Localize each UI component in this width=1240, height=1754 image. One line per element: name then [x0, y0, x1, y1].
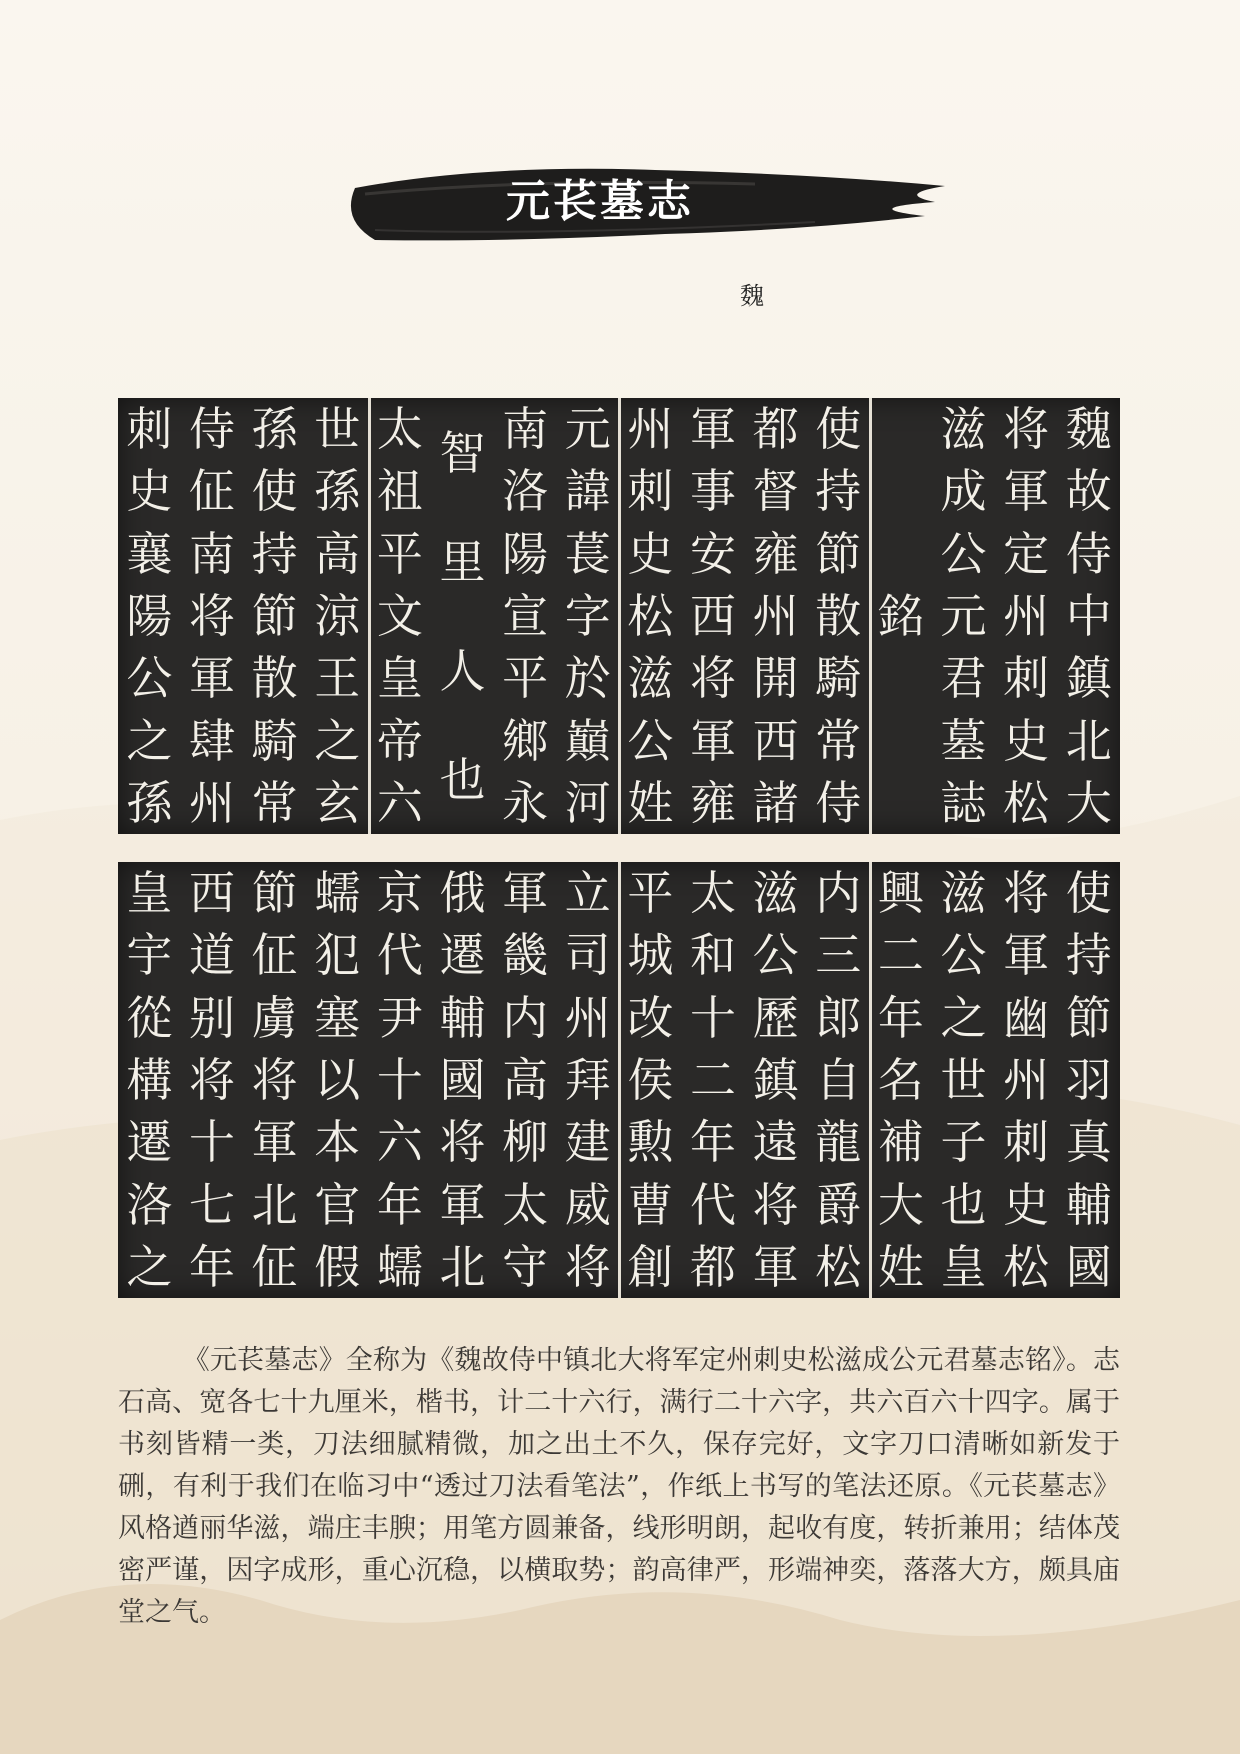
- rubbing-character: 拜: [564, 1052, 611, 1107]
- rubbing-character: 官: [314, 1177, 361, 1232]
- rubbing-column: [682, 862, 744, 1298]
- rubbing-character: 年: [877, 990, 924, 1045]
- rubbing-character: 侯: [627, 1052, 674, 1107]
- rubbing-character: 遷: [126, 1115, 173, 1170]
- rubbing-character: 軍: [251, 1115, 298, 1170]
- rubbing-character: 皇: [126, 866, 173, 921]
- rubbing-character: 羽: [1065, 1052, 1112, 1107]
- rubbing-character: 督: [752, 464, 799, 519]
- rubbing-character: 里: [439, 534, 486, 589]
- rubbing-character: 構: [126, 1052, 173, 1107]
- rubbing-character: 成: [940, 464, 987, 519]
- rubbing-panel-bottom: [118, 862, 1120, 1298]
- rubbing-column: [870, 398, 932, 834]
- rubbing-character: 陽: [502, 526, 549, 581]
- rubbing-character: 刺: [1003, 651, 1050, 706]
- rubbing-character: 洛: [502, 464, 549, 519]
- rubbing-character: 公: [940, 526, 987, 581]
- rubbing-character: 軍: [689, 713, 736, 768]
- rubbing-character: 萇: [564, 526, 611, 581]
- rubbing-character: 軍: [1003, 464, 1050, 519]
- rubbing-character: 軍: [752, 1239, 799, 1294]
- rubbing-character: 永: [502, 775, 549, 830]
- rubbing-character: 龍: [815, 1115, 862, 1170]
- rubbing-character: 高: [314, 526, 361, 581]
- rubbing-column: [870, 862, 932, 1298]
- rubbing-character: 王: [314, 651, 361, 706]
- rubbing-character: 二: [877, 928, 924, 983]
- rubbing-character: 節: [251, 866, 298, 921]
- rubbing-character: 智: [439, 425, 486, 480]
- rubbing-character: 自: [815, 1052, 862, 1107]
- rubbing-character: 平: [376, 526, 423, 581]
- rubbing-character: 州: [1003, 1052, 1050, 1107]
- rubbing-character: 建: [564, 1115, 611, 1170]
- rubbing-character: 松: [815, 1239, 862, 1294]
- rubbing-character: 巔: [564, 713, 611, 768]
- rubbing-character: 騎: [815, 651, 862, 706]
- rubbing-column: [745, 398, 807, 834]
- rubbing-character: 南: [502, 402, 549, 457]
- rubbing-character: 太: [689, 866, 736, 921]
- rubbing-column: [932, 862, 994, 1298]
- rubbing-column: [118, 398, 180, 834]
- rubbing-character: 北: [1065, 713, 1112, 768]
- rubbing-character: 洛: [126, 1177, 173, 1232]
- rubbing-character: 畿: [502, 928, 549, 983]
- rubbing-character: 之: [314, 713, 361, 768]
- rubbing-character: 勲: [627, 1115, 674, 1170]
- rubbing-character: 雍: [752, 526, 799, 581]
- rubbing-character: 子: [940, 1115, 987, 1170]
- rubbing-character: 西: [689, 588, 736, 643]
- rubbing-character: 國: [439, 1052, 486, 1107]
- rubbing-character: 世: [940, 1052, 987, 1107]
- rubbing-character: 諸: [752, 775, 799, 830]
- rubbing-character: 軍: [689, 402, 736, 457]
- rubbing-character: 将: [188, 588, 235, 643]
- rubbing-character: 輔: [439, 990, 486, 1045]
- rubbing-character: 城: [627, 928, 674, 983]
- rubbing-character: 将: [439, 1115, 486, 1170]
- rubbing-character: 郎: [815, 990, 862, 1045]
- rubbing-column: [369, 862, 431, 1298]
- rubbing-column: [619, 862, 681, 1298]
- rubbing-character: 也: [439, 752, 486, 807]
- rubbing-character: 公: [752, 928, 799, 983]
- rubbing-character: 州: [752, 588, 799, 643]
- rubbing-character: 鎮: [752, 1052, 799, 1107]
- rubbing-character: 爵: [815, 1177, 862, 1232]
- rubbing-column: [932, 398, 994, 834]
- rubbing-character: 遷: [439, 928, 486, 983]
- rubbing-character: 開: [752, 651, 799, 706]
- rubbing-character: 大: [877, 1177, 924, 1232]
- rubbing-character: 節: [1065, 990, 1112, 1045]
- rubbing-character: 史: [1003, 1177, 1050, 1232]
- rubbing-character: 平: [627, 866, 674, 921]
- rubbing-column: [244, 398, 306, 834]
- rubbing-character: 軍: [188, 651, 235, 706]
- rubbing-character: 将: [1003, 402, 1050, 457]
- rubbing-column: [807, 398, 869, 834]
- rubbing-character: 名: [877, 1052, 924, 1107]
- rubbing-character: 鄉: [502, 713, 549, 768]
- rubbing-character: 代: [376, 928, 423, 983]
- rubbing-character: 南: [188, 526, 235, 581]
- rubbing-character: 節: [815, 526, 862, 581]
- rubbing-character: 帝: [376, 713, 423, 768]
- rubbing-character: 墓: [940, 713, 987, 768]
- rubbing-character: 蠕: [314, 866, 361, 921]
- rubbing-character: 散: [815, 588, 862, 643]
- rubbing-character: 元: [940, 588, 987, 643]
- rubbing-character: 字: [564, 588, 611, 643]
- rubbing-character: 輔: [1065, 1177, 1112, 1232]
- rubbing-character: 之: [126, 713, 173, 768]
- rubbing-character: 從: [126, 990, 173, 1045]
- rubbing-character: 歷: [752, 990, 799, 1045]
- rubbing-character: 史: [1003, 713, 1050, 768]
- rubbing-character: 鎮: [1065, 651, 1112, 706]
- page-title: 元苌墓志: [506, 176, 694, 227]
- rubbing-character: 年: [188, 1239, 235, 1294]
- rubbing-character: 州: [188, 775, 235, 830]
- rubbing-character: 公: [940, 928, 987, 983]
- rubbing-character: 創: [627, 1239, 674, 1294]
- rubbing-column: [557, 862, 619, 1298]
- dynasty-label: 魏: [740, 282, 764, 310]
- rubbing-character: 和: [689, 928, 736, 983]
- rubbing-character: 公: [126, 651, 173, 706]
- rubbing-column: [995, 862, 1057, 1298]
- rubbing-character: 年: [689, 1115, 736, 1170]
- rubbing-column: [118, 862, 180, 1298]
- rubbing-character: 六: [376, 1115, 423, 1170]
- rubbing-character: 諱: [564, 464, 611, 519]
- rubbing-character: 皇: [376, 651, 423, 706]
- rubbing-character: 十: [689, 990, 736, 1045]
- rubbing-character: 本: [314, 1115, 361, 1170]
- rubbing-character: 州: [627, 402, 674, 457]
- rubbing-character: 之: [940, 990, 987, 1045]
- rubbing-character: 假: [314, 1239, 361, 1294]
- rubbing-character: 州: [1003, 588, 1050, 643]
- rubbing-character: 大: [1065, 775, 1112, 830]
- rubbing-character: 滋: [627, 651, 674, 706]
- rubbing-column: [369, 398, 431, 834]
- rubbing-character: 刺: [1003, 1115, 1050, 1170]
- rubbing-character: 孫: [126, 775, 173, 830]
- rubbing-column: [494, 862, 556, 1298]
- rubbing-character: 玄: [314, 775, 361, 830]
- rubbing-column: [995, 398, 1057, 834]
- rubbing-character: 侍: [188, 402, 235, 457]
- rubbing-column: [431, 862, 493, 1298]
- rubbing-character: 持: [1065, 928, 1112, 983]
- rubbing-character: 定: [1003, 526, 1050, 581]
- rubbing-character: 内: [815, 866, 862, 921]
- rubbing-column: [1058, 398, 1120, 834]
- rubbing-character: 軍: [439, 1177, 486, 1232]
- rubbing-character: 立: [564, 866, 611, 921]
- rubbing-character: 守: [502, 1239, 549, 1294]
- rubbing-character: 常: [815, 713, 862, 768]
- rubbing-character: 中: [1065, 588, 1112, 643]
- rubbing-character: 皇: [940, 1239, 987, 1294]
- rubbing-character: 事: [689, 464, 736, 519]
- rubbing-character: 人: [439, 643, 486, 698]
- rubbing-character: 常: [251, 775, 298, 830]
- rubbing-column: [745, 862, 807, 1298]
- rubbing-character: 軍: [502, 866, 549, 921]
- rubbing-character: 犯: [314, 928, 361, 983]
- rubbing-character: 真: [1065, 1115, 1112, 1170]
- rubbing-character: 将: [1003, 866, 1050, 921]
- rubbing-character: 京: [376, 866, 423, 921]
- rubbing-character: 十: [188, 1115, 235, 1170]
- rubbing-character: 興: [877, 866, 924, 921]
- rubbing-character: 騎: [251, 713, 298, 768]
- rubbing-character: 年: [376, 1177, 423, 1232]
- rubbing-character: 北: [251, 1177, 298, 1232]
- rubbing-column: [494, 398, 556, 834]
- rubbing-character: 柳: [502, 1115, 549, 1170]
- rubbing-character: 高: [502, 1052, 549, 1107]
- rubbing-character: 北: [439, 1239, 486, 1294]
- rubbing-character: 司: [564, 928, 611, 983]
- rubbing-character: 孫: [251, 402, 298, 457]
- rubbing-column: [244, 862, 306, 1298]
- rubbing-character: 改: [627, 990, 674, 1045]
- rubbing-character: 塞: [314, 990, 361, 1045]
- rubbing-character: 遠: [752, 1115, 799, 1170]
- rubbing-character: 幽: [1003, 990, 1050, 1045]
- rubbing-character: 公: [627, 713, 674, 768]
- rubbing-column: [807, 862, 869, 1298]
- rubbing-column: [181, 398, 243, 834]
- rubbing-character: 别: [188, 990, 235, 1045]
- rubbing-character: 滋: [940, 402, 987, 457]
- rubbing-character: 持: [251, 526, 298, 581]
- rubbing-character: 於: [564, 651, 611, 706]
- rubbing-character: 松: [627, 588, 674, 643]
- rubbing-seam: [618, 862, 621, 1298]
- rubbing-character: 松: [1003, 775, 1050, 830]
- rubbing-character: 宣: [502, 588, 549, 643]
- rubbing-character: 肆: [188, 713, 235, 768]
- rubbing-character: 将: [251, 1052, 298, 1107]
- rubbing-character: 滋: [940, 866, 987, 921]
- rubbing-character: 姓: [627, 775, 674, 830]
- rubbing-character: 世: [314, 402, 361, 457]
- rubbing-character: 三: [815, 928, 862, 983]
- rubbing-character: 安: [689, 526, 736, 581]
- rubbing-character: 侍: [815, 775, 862, 830]
- rubbing-character: 陽: [126, 588, 173, 643]
- rubbing-character: 故: [1065, 464, 1112, 519]
- rubbing-character: 尹: [376, 990, 423, 1045]
- rubbing-column: [619, 398, 681, 834]
- rubbing-character: 君: [940, 651, 987, 706]
- rubbing-character: 以: [314, 1052, 361, 1107]
- rubbing-character: 史: [126, 464, 173, 519]
- rubbing-character: 曹: [627, 1177, 674, 1232]
- rubbing-character: 元: [564, 402, 611, 457]
- rubbing-character: 将: [188, 1052, 235, 1107]
- rubbing-character: 雍: [689, 775, 736, 830]
- rubbing-character: 十: [376, 1052, 423, 1107]
- rubbing-character: 刺: [126, 402, 173, 457]
- description-text: 《元苌墓志》全称为《魏故侍中镇北大将军定州刺史松滋成公元君墓志铭》。志石高、宽各七十九厘米，楷书，计二十六行，满行二十六字，共六百六十四字。属于书刻皆精一类，刀法细腻精微，加之出土不久，保存完好，文字刀口清晰如新发于硎，有利于我们在临习中“透过刀法看笔法”，作纸上书写的笔法还原。《元苌墓志》风格遒丽华滋，端庄丰腴；用笔方圆兼备，线形明朗，起收有度，转折兼用；结体茂密严谨，因字成形，重心沉稳，以横取势；韵高律严，形端神奕，落落大方，颇具庙堂之气。: [118, 1345, 1120, 1628]
- rubbing-character: 二: [689, 1052, 736, 1107]
- rubbing-character: 孫: [314, 464, 361, 519]
- rubbing-character: 将: [752, 1177, 799, 1232]
- rubbing-panel-top: [118, 398, 1120, 834]
- rubbing-character: 節: [251, 588, 298, 643]
- rubbing-character: 西: [188, 866, 235, 921]
- rubbing-character: 西: [752, 713, 799, 768]
- rubbing-character: 散: [251, 651, 298, 706]
- rubbing-character: 佂: [251, 1239, 298, 1294]
- rubbing-character: 使: [815, 402, 862, 457]
- rubbing-character: 誌: [940, 775, 987, 830]
- rubbing-character: 佂: [188, 464, 235, 519]
- rubbing-column: [181, 862, 243, 1298]
- rubbing-column: [306, 862, 368, 1298]
- rubbing-character: 祖: [376, 464, 423, 519]
- rubbing-character: 将: [564, 1239, 611, 1294]
- rubbing-column: [431, 398, 493, 834]
- rubbing-character: 軍: [1003, 928, 1050, 983]
- rubbing-character: 代: [689, 1177, 736, 1232]
- rubbing-seam: [618, 398, 621, 834]
- rubbing-character: 滋: [752, 866, 799, 921]
- rubbing-character: 使: [1065, 866, 1112, 921]
- rubbing-character: 太: [376, 402, 423, 457]
- rubbing-character: 威: [564, 1177, 611, 1232]
- rubbing-character: 姓: [877, 1239, 924, 1294]
- rubbing-character: 刺: [627, 464, 674, 519]
- rubbing-column: [557, 398, 619, 834]
- rubbing-character: 内: [502, 990, 549, 1045]
- rubbing-character: 佂: [251, 928, 298, 983]
- rubbing-character: 國: [1065, 1239, 1112, 1294]
- rubbing-character: 魏: [1065, 402, 1112, 457]
- rubbing-character: 史: [627, 526, 674, 581]
- rubbing-character: 都: [689, 1239, 736, 1294]
- rubbing-seam: [869, 398, 872, 834]
- rubbing-character: 也: [940, 1177, 987, 1232]
- rubbing-character: 六: [376, 775, 423, 830]
- rubbing-character: 都: [752, 402, 799, 457]
- rubbing-character: 持: [815, 464, 862, 519]
- rubbing-character: 涼: [314, 588, 361, 643]
- rubbing-character: 蠕: [376, 1239, 423, 1294]
- rubbing-seam: [368, 398, 371, 834]
- rubbing-character: 銘: [877, 589, 924, 643]
- rubbing-character: 補: [877, 1115, 924, 1170]
- rubbing-character: 将: [689, 651, 736, 706]
- rubbing-character: 俄: [439, 866, 486, 921]
- rubbing-character: 之: [126, 1239, 173, 1294]
- rubbing-character: 州: [564, 990, 611, 1045]
- rubbing-character: 侍: [1065, 526, 1112, 581]
- rubbing-column: [1058, 862, 1120, 1298]
- rubbing-character: 虜: [251, 990, 298, 1045]
- rubbing-column: [682, 398, 744, 834]
- rubbing-character: 松: [1003, 1239, 1050, 1294]
- rubbing-character: 七: [188, 1177, 235, 1232]
- rubbing-character: 道: [188, 928, 235, 983]
- rubbing-character: 宇: [126, 928, 173, 983]
- rubbing-character: 河: [564, 775, 611, 830]
- rubbing-character: 平: [502, 651, 549, 706]
- rubbing-seam: [869, 862, 872, 1298]
- rubbing-character: 襄: [126, 526, 173, 581]
- rubbing-character: 太: [502, 1177, 549, 1232]
- rubbing-column: [306, 398, 368, 834]
- rubbing-character: 文: [376, 588, 423, 643]
- rubbing-character: 使: [251, 464, 298, 519]
